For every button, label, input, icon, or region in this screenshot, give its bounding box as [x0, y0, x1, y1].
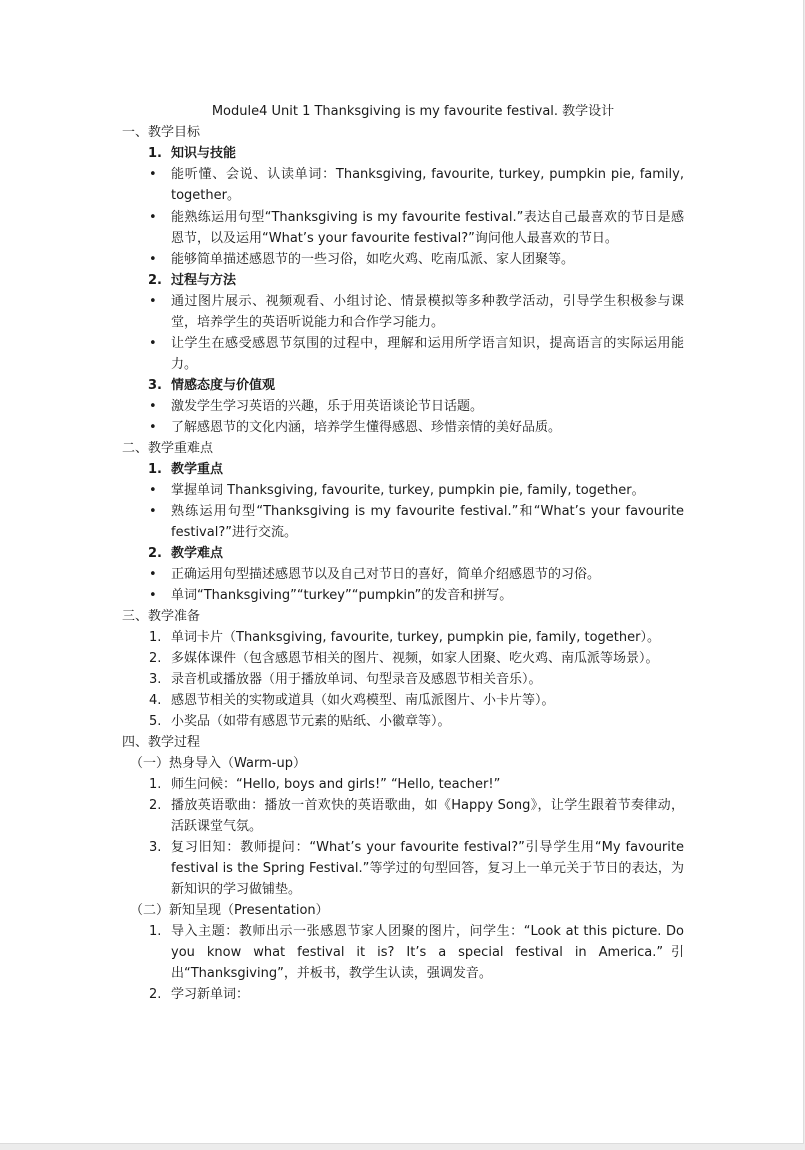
bullet-item: • 能听懂、会说、认读单词：Thanksgiving, favourite, turkey, pumpkin pie, family, together。 [122, 164, 684, 206]
bullet-icon: • [149, 588, 157, 603]
bullet-icon: • [149, 567, 157, 582]
bullet-item: • 通过图片展示、视频观看、小组讨论、情景模拟等多种教学活动，引导学生积极参与课堂，培养学生的英语听说能力和合作学习能力。 [122, 291, 684, 333]
section-heading-process: 四、教学过程 [122, 735, 201, 750]
phase-heading-presentation: （二）新知呈现（Presentation） [130, 903, 329, 918]
document-title: Module4 Unit 1 Thanksgiving is my favourite festival. 教学设计 [211, 104, 615, 119]
bullet-item: • 单词“Thanksgiving”“turkey”“pumpkin”的发音和拼写。 [122, 585, 684, 606]
subsection-heading: 1. 教学重点 [148, 462, 224, 477]
bullet-icon: • [149, 420, 157, 435]
bullet-item: • 让学生在感受感恩节氛围的过程中，理解和运用所学语言知识，提高语言的实际运用能力。 [122, 333, 684, 375]
numbered-item: 5. 小奖品（如带有感恩节元素的贴纸、小徽章等）。 [149, 714, 451, 729]
bullet-item: • 熟练运用句型“Thanksgiving is my favourite festival.”和“What’s your favourite festival?”进行交流。 [122, 501, 684, 543]
bullet-icon: • [149, 294, 157, 309]
bullet-item: • 了解感恩节的文化内涵，培养学生懂得感恩、珍惜亲情的美好品质。 [122, 417, 684, 438]
numbered-item: 1. 导入主题：教师出示一张感恩节家人团聚的图片，问学生：“Look at this picture. Do you know what festival it is? It’s a special festival in America.”引出“Thanksgiving”，并板书，教学生认读，强调发音。 [149, 924, 684, 981]
numbered-item: 2. 多媒体课件（包含感恩节相关的图片、视频，如家人团聚、吃火鸡、南瓜派等场景）。 [149, 651, 659, 666]
subsection-heading: 2. 过程与方法 [148, 273, 237, 288]
bullet-item: • 能熟练运用句型“Thanksgiving is my favourite festival.”表达自己最喜欢的节日是感恩节，以及运用“What’s your favourite festival?”询问他人最喜欢的节日。 [122, 207, 684, 249]
bullet-icon: • [149, 504, 157, 519]
bullet-item: • 正确运用句型描述感恩节以及自己对节日的喜好，简单介绍感恩节的习俗。 [122, 564, 684, 585]
subsection-heading: 1. 知识与技能 [148, 146, 237, 161]
document-body [122, 101, 684, 1005]
numbered-item: 4. 感恩节相关的实物或道具（如火鸡模型、南瓜派图片、小卡片等）。 [149, 693, 555, 708]
numbered-item: 3. 录音机或播放器（用于播放单词、句型录音及感恩节相关音乐）。 [149, 672, 542, 687]
numbered-item: 1. 师生问候：“Hello, boys and girls!” “Hello, teacher!” [149, 777, 501, 792]
section-heading-objectives: 一、教学目标 [122, 125, 201, 140]
phase-heading-warm-up: （一）热身导入（Warm-up） [130, 756, 306, 771]
bullet-icon: • [149, 167, 157, 182]
subsection-heading: 3. 情感态度与价值观 [148, 378, 276, 393]
bullet-icon: • [149, 483, 157, 498]
bullet-item: • 掌握单词 Thanksgiving, favourite, turkey, pumpkin pie, family, together。 [122, 480, 684, 501]
bullet-item: • 激发学生学习英语的兴趣，乐于用英语谈论节日话题。 [122, 396, 684, 417]
numbered-item: 3. 复习旧知：教师提问：“What’s your favourite festival?”引导学生用“My favourite festival is the Spring Festival.”等学过的句型回答，复习上一单元关于节日的表达，为新知识的学习做铺垫。 [149, 840, 684, 897]
bullet-icon: • [149, 336, 157, 351]
bullet-icon: • [149, 399, 157, 414]
section-heading-preparation: 三、教学准备 [122, 609, 201, 624]
numbered-item: 1. 单词卡片（Thanksgiving, favourite, turkey, pumpkin pie, family, together）。 [149, 630, 660, 645]
section-heading-key-points: 二、教学重难点 [122, 441, 214, 456]
bullet-item: • 能够简单描述感恩节的一些习俗，如吃火鸡、吃南瓜派、家人团聚等。 [122, 249, 684, 270]
numbered-item: 2. 学习新单词： [149, 987, 250, 1002]
bullet-icon: • [149, 210, 157, 225]
bullet-icon: • [149, 252, 157, 267]
subsection-heading: 2. 教学难点 [148, 546, 224, 561]
numbered-item: 2. 播放英语歌曲：播放一首欢快的英语歌曲，如《Happy Song》，让学生跟着节奏律动，活跃课堂气氛。 [149, 798, 684, 834]
